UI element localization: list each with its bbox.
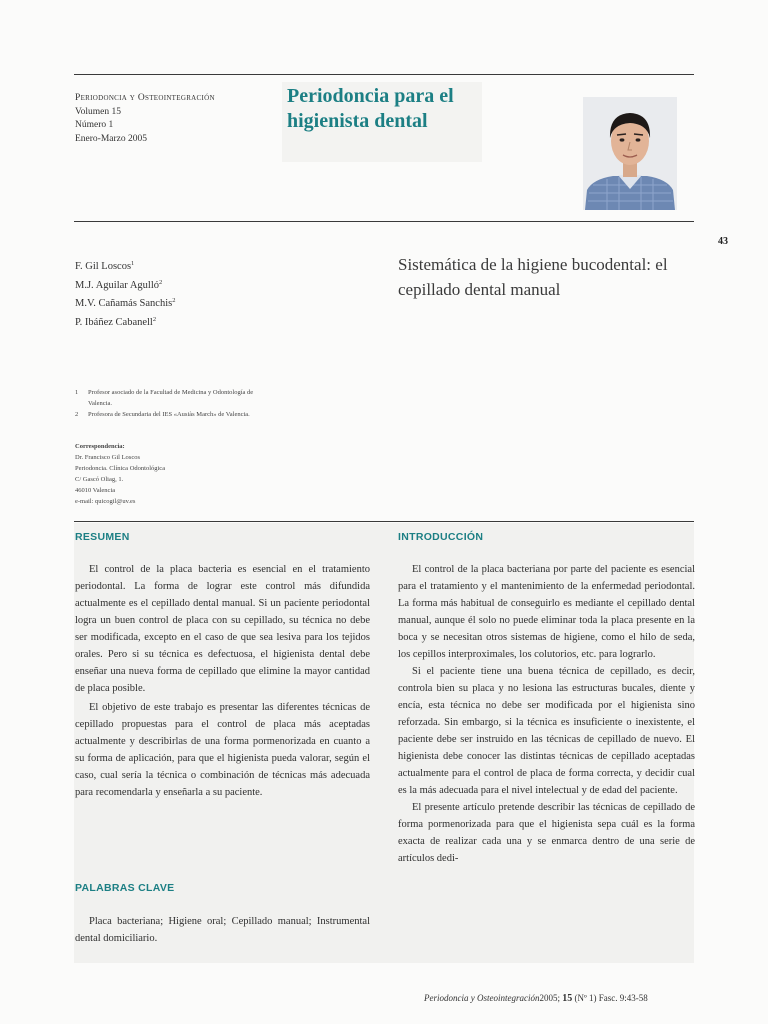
top-rule bbox=[74, 74, 694, 75]
journal-info bbox=[75, 92, 215, 146]
author: F. Gil Loscos$^1$ bbox=[75, 260, 135, 272]
affiliations bbox=[75, 387, 275, 420]
footer-issue: (Nº 1) Fasc. 9:43-58 bbox=[574, 993, 648, 1003]
section-title bbox=[287, 84, 517, 134]
introduccion-heading: INTRODUCCIÓN bbox=[398, 531, 484, 543]
resumen-text bbox=[75, 561, 370, 801]
abstract-rule bbox=[74, 521, 694, 522]
correspondence-line: C/ Gascó Oliag, 1. bbox=[75, 476, 124, 483]
section-title-line2: higienista dental bbox=[287, 110, 428, 132]
footer-volume: 15 bbox=[562, 993, 573, 1004]
resumen-heading: RESUMEN bbox=[75, 531, 130, 543]
paragraph: El control de la placa bacteria es esencial en el tratamiento periodontal. La forma de lograr este control más difundida actualmente es el cepillado dental manual. Si un paciente periodontal logra un buen control de placa con su cepillado, su técnica no debe ser modificada, excepto en el caso de que sea lesiva para los tejidos orales. Pero si su técnica es defectuosa, el higienista dental debe enseñar una nueva forma de cepillado que elimine la mayor cantidad de placa posible. bbox=[75, 564, 370, 694]
paragraph: Si el paciente tiene una buena técnica de cepillado, es decir, controla bien su placa y no lesiona las estructuras bucales, diente y encía, esta técnica no debe ser modificada por el higienista sino reforzada. Sin embargo, si la técnica es insuficiente o inexistente, el paciente debe ser instruido en las técnicas de cepillado de nuevo. El higienista debe conocer las distintas técnicas de cepillado aceptadas actualmente para el control de placa de forma correcta, y decidir cual es la más adecuada para el nivel intelectual y de edad del paciente. bbox=[398, 666, 695, 796]
correspondence-line: Dr. Francisco Gil Loscos bbox=[75, 454, 140, 461]
page-number: 43 bbox=[718, 236, 728, 247]
correspondence-email: e-mail: quicogil@uv.es bbox=[75, 498, 136, 505]
affiliation: 2 Profesora de Secundaria del IES «Ausiàs March» de Valencia. bbox=[75, 411, 250, 418]
section-title-line1: Periodoncia para el bbox=[287, 85, 454, 107]
correspondence-line: 46010 Valencia bbox=[75, 487, 116, 494]
affiliation: 1 Profesor asociado de la Facultad de Medicina y Odontología de Valencia. bbox=[75, 389, 254, 407]
correspondence bbox=[75, 441, 275, 507]
journal-number: Número 1 bbox=[75, 120, 114, 130]
footer-year: 2005; bbox=[539, 993, 560, 1003]
article-title: Sistemática de la higiene bucodental: el cepillado dental manual bbox=[398, 255, 668, 299]
paragraph: El control de la placa bacteriana por parte del paciente es esencial para el tratamiento y el mantenimiento de la enfermedad periodontal. La forma más habitual de conseguirlo es mediante el cepillado dental manual, aunque él solo no puede eliminar toda la placa presente en la boca y se necesitan otros sistemas de higiene, como el hilo de seda, los cepillos interproximales, los colutorios, etc. para lograrlo. bbox=[398, 564, 695, 660]
correspondence-title: Correspondencia: bbox=[75, 443, 125, 450]
palabras-clave-heading: PALABRAS CLAVE bbox=[75, 882, 175, 894]
page-footer bbox=[424, 993, 648, 1004]
journal-name: Periodoncia y Osteointegración bbox=[75, 93, 215, 103]
author-portrait-image bbox=[583, 97, 677, 210]
author: M.J. Aguilar Agulló$^2$ bbox=[75, 278, 163, 291]
author-photo bbox=[583, 97, 677, 210]
author: P. Ibáñez Cabanell$^2$ bbox=[75, 315, 157, 328]
journal-date: Enero-Marzo 2005 bbox=[75, 133, 148, 144]
paragraph: El presente artículo pretende describir las técnicas de cepillado de forma pormenorizada para que el higienista sepa cuál es la forma exacta de realizar cada una y se enmarca dentro de una serie de artículos dedi- bbox=[398, 802, 695, 864]
footer-journal: Periodoncia y Osteointegración bbox=[424, 993, 540, 1003]
journal-volume: Volumen 15 bbox=[75, 106, 122, 117]
correspondence-line: Periodoncia. Clínica Odontológica bbox=[75, 465, 166, 472]
author-list bbox=[75, 256, 175, 330]
paragraph: El objetivo de este trabajo es presentar las diferentes técnicas de cepillado propuestas para el control de placa más aceptadas actualmente y describirlas de una forma pormenorizada en cuanto a su forma de aplicación, para que el higienista pueda valorar, según el caso, cual sería la técnica o combinación de técnicas más adecuada para recomendarla y enseñarla a su paciente. bbox=[75, 702, 370, 798]
introduccion-text bbox=[398, 561, 695, 867]
header-rule bbox=[74, 221, 694, 222]
palabras-clave-text bbox=[75, 913, 370, 947]
author: M.V. Cañamás Sanchis$^2$ bbox=[75, 297, 176, 309]
paragraph: Placa bacteriana; Higiene oral; Cepillado manual; Instrumental dental domiciliario. bbox=[75, 916, 370, 944]
